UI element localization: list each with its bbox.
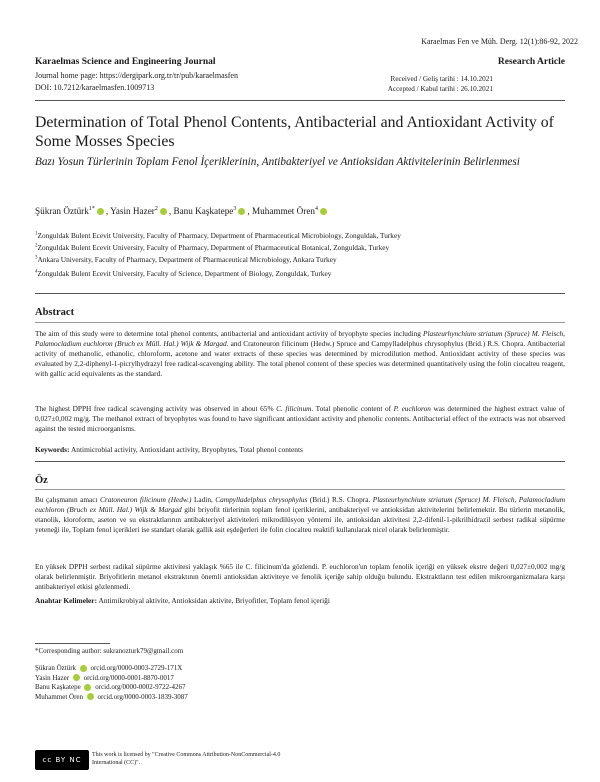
author-name: , Muhammet Ören <box>247 206 316 217</box>
section-rule <box>35 293 565 294</box>
article-type: Research Article <box>497 57 565 67</box>
orcid-entry[interactable]: Muhammet Ören orcid.org/0000-0003-1839-3087 <box>35 692 188 701</box>
orcid-icon[interactable] <box>160 208 167 215</box>
affiliation: $^4$Zonguldak Bulent Ecevit University, Faculty of Science, Department of Biology, Zonguldak, Turkey <box>35 269 332 278</box>
oz-keywords: Anahtar Kelimeler: Antimikrobiyal aktivite, Antioksidan aktivite, Briyofitler, Toplam fenol içeriği <box>35 596 330 605</box>
author-name: , Banu Kaşkatepe <box>168 206 234 217</box>
affiliation: $^2$Zonguldak Bulent Ecevit University, Faculty of Pharmacy, Department of Pharmaceutical Botanical, Zonguldak, Turkey <box>35 243 390 252</box>
oz-heading: Öz <box>35 475 48 486</box>
abstract-keywords: Keywords: Antimicrobial activity, Antioxidant activity, Bryophytes, Total phenol contents <box>35 445 303 454</box>
oz-paragraph: Bu çalışmanın amacı Cratoneuron filicinum (Hedw.) Ladin, Campylladelphus chrysophylus (Brid.) R.S. Chopra. Plasteurhynchium striatum (Spruce) M. Fleisch, Palamocladium euchloron (Bruch ex Müll. Hal.) Wijk & Margad gibi briyofit türlerinin toplam fenol içeriklerini, antibakteriyel ve antioksidan aktivitelerini belirlemektir. Bu türlerin metanolik, etanolik, kloroform, aseton ve su ekstraktlarının antibakteriyel aktiviteleri mikrodilüsyon yöntemi ile, antioksidan aktivitesi 2,2-difenil-1-pikrilhidrazil serbest radikal süpürme yeteneği ile, Toplam fenol içerikleri ise standart olarak gallik asit eşdeğerleri ile folin ciocalteu reaktifi kullanılarak nicel olarak belirlenmiştir. <box>35 495 565 534</box>
footnote-separator <box>35 643 110 644</box>
author-sup: 3 <box>233 206 237 212</box>
author-name: Şükran Öztürk <box>35 206 89 217</box>
paper-subtitle: Bazı Yosun Türlerinin Toplam Fenol İçeriklerinin, Antibakteriyel ve Antioksidan Aktivitelerinin Belirlenmesi <box>35 156 520 168</box>
article-dates <box>370 74 493 94</box>
cc-license-badge[interactable]: cc BY NC <box>35 750 89 770</box>
orcid-entry[interactable]: Yasin Hazer orcid.org/0000-0001-8870-0017 <box>35 673 174 682</box>
section-rule <box>35 322 565 323</box>
journal-name: Karaelmas Science and Engineering Journal <box>35 57 216 67</box>
author-sup: 2 <box>154 206 158 212</box>
orcid-entry[interactable]: Banu Kaşkatepe orcid.org/0000-0002-9722-4267 <box>35 683 186 691</box>
orcid-icon[interactable] <box>97 208 104 215</box>
affiliation: $^3$Ankara University, Faculty of Pharmacy, Department of Pharmaceutical Microbiology, Ankara Turkey <box>35 255 337 264</box>
header-rule <box>35 100 565 101</box>
journal-doi[interactable]: DOI: 10.7212/karaelmasfen.1009713 <box>35 83 155 92</box>
abstract-paragraph: The aim of this study were to determine total phenol contents, antibacterial and antioxidant activity of bryophyte species including Plasteurhynchium striatum (Spruce) M. Fleisch, Palamocladium euchloron (Bruch ex Müll. Hal.) Wijk & Margad. and Cratoneuron filicinum (Hedw.) Spruce and Campylladelphus chrysophylus (Brid.) R.S. Chopra. Antibacterial activity of methanolic, ethanolic, chloroform, acetone and water extracts of these species was determined by microdilution method. Antioxidant activity of these species was evaluated by 2,2-diphenyl-1-picrylhydrazyl free radical-scavenging ability. The total phenol content of these species was determined quantitatively using the folin ciocalteu reagent, with gallic acid equivalents as the standard. <box>35 329 566 378</box>
author-list <box>35 206 329 216</box>
section-rule <box>35 461 565 462</box>
author-sup: 1* <box>88 206 95 212</box>
license-text: This work is licensed by "Creative Commons Attribution-NonCommercial-4.0 International (CC)". <box>92 752 281 766</box>
affiliation: $^1$Zonguldak Bulent Ecevit University, Faculty of Pharmacy, Department of Pharmaceutical Microbiology, Zonguldak, Turkey <box>35 231 401 240</box>
author-name: , Yasin Hazer <box>105 206 155 217</box>
orcid-icon <box>73 674 80 681</box>
paper-title: Determination of Total Phenol Contents, Antibacterial and Antioxidant Activity of Some Mosses Species <box>35 114 554 150</box>
accepted-value: : 26.10.2021 <box>456 85 493 93</box>
orcid-icon[interactable] <box>238 208 245 215</box>
corresponding-author[interactable]: *Corresponding author: sukranozturk79@gmail.com <box>35 647 184 655</box>
orcid-icon <box>80 665 87 672</box>
received-value: : 14.10.2021 <box>456 75 493 83</box>
orcid-icon <box>84 684 91 691</box>
author-sup: 4 <box>315 206 319 212</box>
accepted-label: Accepted / Kabul tarihi <box>387 85 455 93</box>
running-header: Karaelmas Fen ve Müh. Derg. 12(1):86-92, 2022 <box>421 37 578 46</box>
orcid-list <box>35 664 188 702</box>
oz-paragraph: En yüksek DPPH serbest radikal süpürme aktivitesi yaklaşık %65 ile C. filicinum'da gözlendi. P. euchloron'un toplam fenolik içeriği en yüksek ekstre değeri 0,027±0,002 mg/g olarak belirlenmiştir. Briyofitlerin metanol ekstraktının önemli antioksidan aktiviteye ve fenolik içeriğe sahip olduğu bulundu. Ekstraktların test edilen mikroorganizmalara karşı antibakteriyel etkisi gözlenmedi. <box>35 562 565 591</box>
journal-homepage[interactable]: Journal home page: https://dergipark.org.tr/tr/pub/karaelmasfen <box>35 71 238 80</box>
orcid-entry[interactable]: Şükran Öztürk orcid.org/0000-0003-2729-171X <box>35 664 183 672</box>
orcid-icon[interactable] <box>320 208 327 215</box>
section-rule <box>35 489 565 490</box>
received-label: Received / Geliş tarihi <box>390 75 455 83</box>
abstract-heading: Abstract <box>35 307 75 318</box>
abstract-paragraph: The highest DPPH free radical scavenging activity was observed in about 65% C. filicinum. Total phenolic content of P. euchloron was determined the highest extract value of 0,027±0,002 mg/g. The methanol extract of bryophytes was found to have significant antioxidant activity and phenolic contents. Antibacterial effect of the extracts was not observed against the tested microorganisms. <box>35 404 565 433</box>
orcid-icon <box>87 693 94 700</box>
